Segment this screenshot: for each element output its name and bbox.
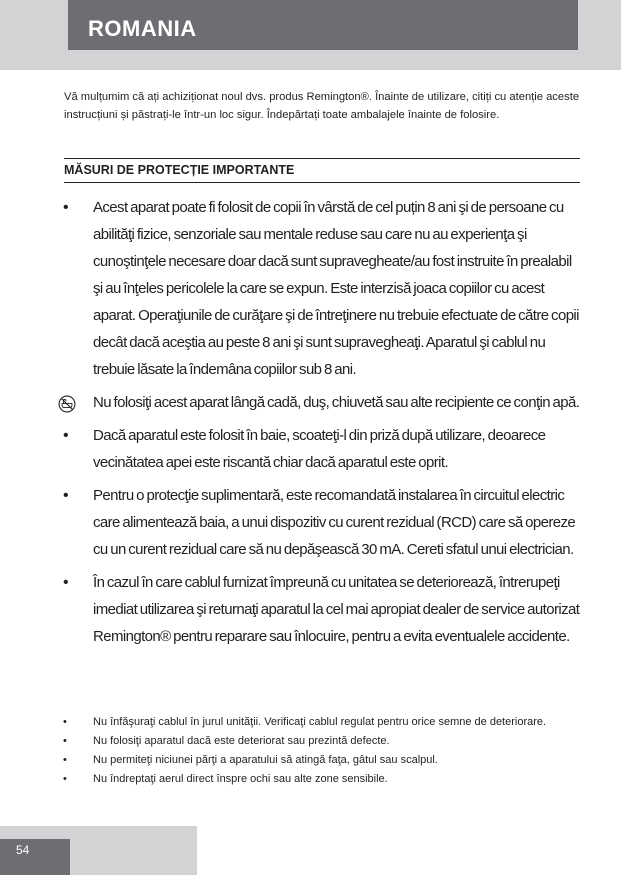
page-language-title: ROMANIA <box>88 16 197 41</box>
page-number-box <box>0 839 70 875</box>
list-item-text: Nu folosiţi aparatul dacă este deteriorat sau prezintă defecte. <box>93 735 390 747</box>
bullet: • <box>63 574 69 591</box>
intro-paragraph: Vă mulțumim că ați achiziționat noul dvs. produs Remington®. Înainte de utilizare, citiți cu atenție aceste instrucțiuni și păstrați-le într-un loc sigur. Îndepărtați toate ambalajele înainte de folosire. <box>64 91 580 121</box>
warning-item <box>60 569 582 650</box>
warning-item <box>60 194 582 383</box>
section-rule-bottom <box>64 182 580 183</box>
no-bath-icon <box>58 395 76 413</box>
safety-warnings-list <box>60 194 582 656</box>
section-rule-top <box>64 158 580 159</box>
bullet: • <box>63 773 67 785</box>
warning-item <box>60 389 582 416</box>
list-item-text: Nu permiteţi niciunei părţi a aparatului să atingă faţa, gâtul sau scalpul. <box>93 754 438 766</box>
bullet: • <box>63 427 69 444</box>
list-item <box>60 771 560 788</box>
warning-text: În cazul în care cablul furnizat împreună cu unitatea se deteriorează, întrerupeţi imediat utilizarea şi returnaţi aparatul la cel mai apropiat dealer de service autorizat Remington® pentru reparare sau înlocuire, pentru a evita eventualele accidente. <box>93 574 580 645</box>
list-item <box>60 733 560 750</box>
section-title: MĂSURI DE PROTECȚIE IMPORTANTE <box>64 163 295 177</box>
warning-text: Pentru o protecţie suplimentară, este recomandată instalarea în circuitul electric care alimentează baia, a unui dispozitiv cu curent rezidual (RCD) care să opereze cu un curent rezidual care să nu depăşească 30 mA. Cereti sfatul unui electrician. <box>93 487 576 558</box>
warning-item <box>60 482 582 563</box>
warning-item <box>60 422 582 476</box>
bullet: • <box>63 754 67 766</box>
page-number: 54 <box>16 843 30 857</box>
list-item <box>60 752 560 769</box>
bullet: • <box>63 735 67 747</box>
list-item-text: Nu îndreptaţi aerul direct înspre ochi sau alte zone sensibile. <box>93 773 388 785</box>
list-item-text: Nu înfăşuraţi cablul în jurul unităţii. Verificaţi cablul regulat pentru orice semne de deteriorare. <box>93 716 547 728</box>
list-item <box>60 714 560 731</box>
bullet: • <box>63 716 67 728</box>
bullet: • <box>63 199 69 216</box>
warning-text: Dacă aparatul este folosit în baie, scoateţi-l din priză după utilizare, deoarece vecinătatea apei este riscantă chiar dacă aparatul este oprit. <box>93 427 546 471</box>
bullet: • <box>63 487 69 504</box>
warning-text: Nu folosiţi acest aparat lângă cadă, duş, chiuvetă sau alte recipiente ce conţin apă. <box>93 394 580 411</box>
additional-warnings-list <box>60 714 560 790</box>
warning-text: Acest aparat poate fi folosit de copii în vârstă de cel puțin 8 ani şi de persoane cu abilităţi fizice, senzoriale sau mentale reduse sau care nu au experienţa şi cunoştinţele necesare doar dacă sunt supravegheate/au fost instruite în prealabil şi au înţeles pericolele la care se expun. Este interzisă joaca copiilor cu acest aparat. Operaţiunile de curăţare şi de întreţinere nu trebuie efectuate de către copii decât dacă aceştia au peste 8 ani şi sunt supravegheaţi. Aparatul şi cablul nu trebuie lăsate la îndemâna copiilor sub 8 ani. <box>93 199 579 378</box>
